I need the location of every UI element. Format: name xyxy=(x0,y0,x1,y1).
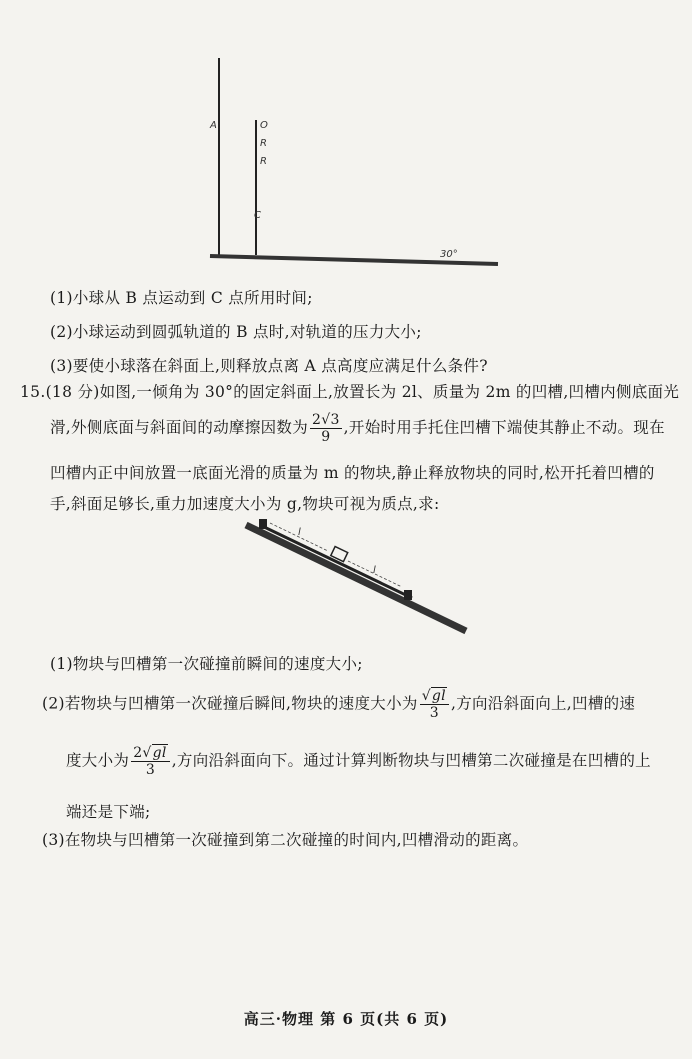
v2-coef: 2 xyxy=(133,745,143,761)
mu-numerator: 2√3 xyxy=(312,412,340,428)
page-footer: 高三·物理 第 6 页(共 6 页) xyxy=(243,1010,449,1028)
q15-line1-text: 如图,一倾角为 30°的固定斜面上,放置长为 2l、质量为 2m 的凹槽,凹槽内侧底面光 xyxy=(99,383,680,401)
figure-incline-diagram xyxy=(240,515,475,640)
length-label-2: l xyxy=(373,565,376,576)
q15-part2-b: ,方向沿斜面向上,凹槽的速 xyxy=(450,694,636,713)
mu-denominator: 9 xyxy=(321,429,331,445)
q15-line1 xyxy=(20,380,679,402)
angle-label: 30° xyxy=(440,249,458,260)
q14-part2: (2)小球运动到圆弧轨道的 B 点时,对轨道的压力大小; xyxy=(50,323,422,341)
q15-number: 15. xyxy=(20,383,46,401)
v2-fraction xyxy=(131,745,170,778)
q15-part1: (1)物块与凹槽第一次碰撞前瞬间的速度大小; xyxy=(50,655,363,673)
q15-part2-line3: 端还是下端; xyxy=(66,803,151,821)
q15-part2-c: 度大小为 xyxy=(66,751,130,770)
label-a: A xyxy=(210,120,217,131)
label-o: O xyxy=(260,120,268,131)
groove-lower-wall xyxy=(404,590,412,600)
v2-numerator: 2√gl xyxy=(131,745,170,762)
label-c: C xyxy=(254,210,261,221)
q15-part2-line2 xyxy=(66,745,651,778)
q15-line4: 手,斜面足够长,重力加速度大小为 g,物块可视为质点,求: xyxy=(50,495,440,513)
q15-part3: (3)在物块与凹槽第一次碰撞到第二次碰撞的时间内,凹槽滑动的距离。 xyxy=(42,831,529,849)
figure-track-diagram xyxy=(200,50,510,280)
v1-radicand: gl xyxy=(431,688,446,704)
v1-numerator: √gl xyxy=(420,688,449,705)
q15-part2-d: ,方向沿斜面向下。通过计算判断物块与凹槽第二次碰撞是在凹槽的上 xyxy=(171,751,651,770)
v1-fraction xyxy=(420,688,449,721)
v2-denominator: 3 xyxy=(145,762,156,778)
q15-line2-a: 滑,外侧底面与斜面间的动摩擦因数为 xyxy=(50,418,309,437)
label-r1: R xyxy=(260,138,267,149)
label-r2: R xyxy=(260,156,267,167)
q14-part3: (3)要使小球落在斜面上,则释放点离 A 点高度应满足什么条件? xyxy=(50,357,488,375)
length-label-1: l xyxy=(298,527,301,538)
q15-line2-b: ,开始时用手托住凹槽下端使其静止不动。现在 xyxy=(343,418,665,437)
v1-denominator: 3 xyxy=(429,705,439,721)
q15-part2-line1 xyxy=(42,688,635,721)
q15-part2-a: (2)若物块与凹槽第一次碰撞后瞬间,物块的速度大小为 xyxy=(42,694,418,713)
q15-line2 xyxy=(50,412,665,445)
mu-fraction xyxy=(310,412,342,445)
q15-score: (18 分) xyxy=(45,383,100,401)
v2-radicand: gl xyxy=(152,745,167,761)
q15-line3: 凹槽内正中间放置一底面光滑的质量为 m 的物块,静止释放物块的同时,松开托着凹槽的 xyxy=(50,464,655,482)
groove-upper-wall xyxy=(259,519,267,529)
q14-part1: (1)小球从 B 点运动到 C 点所用时间; xyxy=(50,289,313,307)
